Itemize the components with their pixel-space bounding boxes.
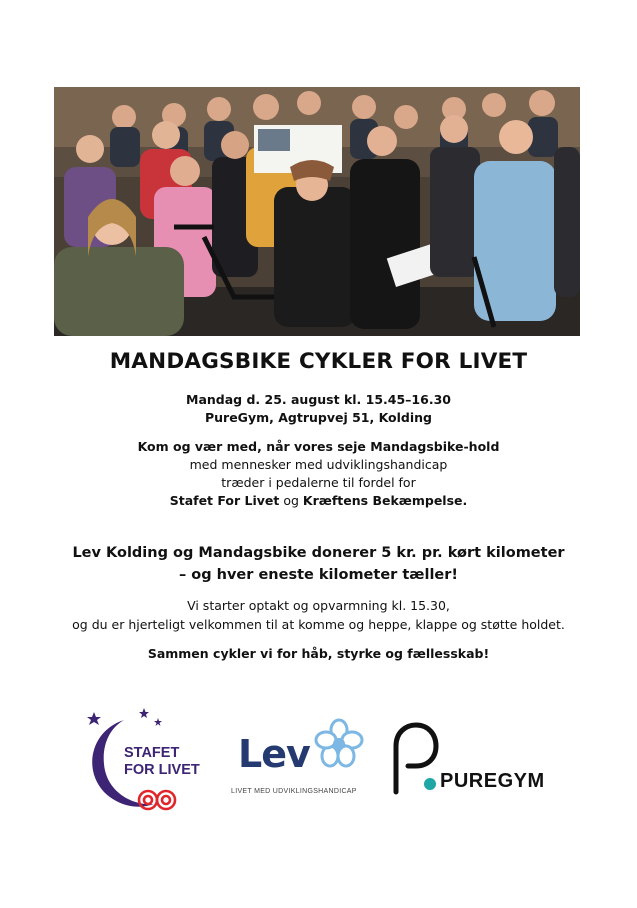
stafet-crescent-icon <box>86 706 206 816</box>
stafet-name: Stafet For Livet <box>169 493 280 508</box>
intro-line-4 <box>0 493 637 508</box>
lev-flower-icon <box>314 718 364 768</box>
puregym-wordmark: PUREGYM <box>440 770 545 792</box>
connector-word: og <box>279 493 303 508</box>
warmup-line-1: Vi starter optakt og opvarmning kl. 15.30, <box>187 598 450 613</box>
puregym-logo <box>390 722 560 802</box>
donation-line-1: Lev Kolding og Mandagsbike donerer 5 kr. pr. kørt kilometer <box>72 545 565 561</box>
stafet-logo-line-2: FOR LIVET <box>124 762 200 778</box>
lev-tagline: LIVET MED UDVIKLINGSHANDICAP <box>231 788 357 795</box>
group-photo <box>54 87 580 336</box>
intro-line-2: med mennesker med udviklingshandicap <box>189 457 448 472</box>
intro-line-3: træder i pedalerne til fordel for <box>221 475 416 490</box>
poster-title: MANDAGSBIKE CYKLER FOR LIVET <box>109 349 528 374</box>
donation-line-2: – og hver eneste kilometer tæller! <box>178 567 459 583</box>
kraeftens-name: Kræftens Bekæmpelse. <box>302 493 468 508</box>
closing-line: Sammen cykler vi for håb, styrke og fællesskab! <box>147 646 490 661</box>
warmup-line-2: og du er hjerteligt velkommen til at komme og heppe, klappe og støtte holdet. <box>72 617 565 632</box>
stafet-for-livet-logo <box>86 706 206 816</box>
group-photo-illustration <box>54 87 580 336</box>
lev-logo <box>228 718 368 802</box>
puregym-p-icon <box>390 722 440 797</box>
event-date-line: Mandag d. 25. august kl. 15.45–16.30 <box>186 392 451 407</box>
lev-wordmark: Lev <box>238 732 310 776</box>
event-place-line: PureGym, Agtrupvej 51, Kolding <box>204 410 433 425</box>
intro-line-1: Kom og vær med, når vores seje Mandagsbike-hold <box>137 439 500 454</box>
stafet-logo-line-1: STAFET <box>124 745 180 761</box>
